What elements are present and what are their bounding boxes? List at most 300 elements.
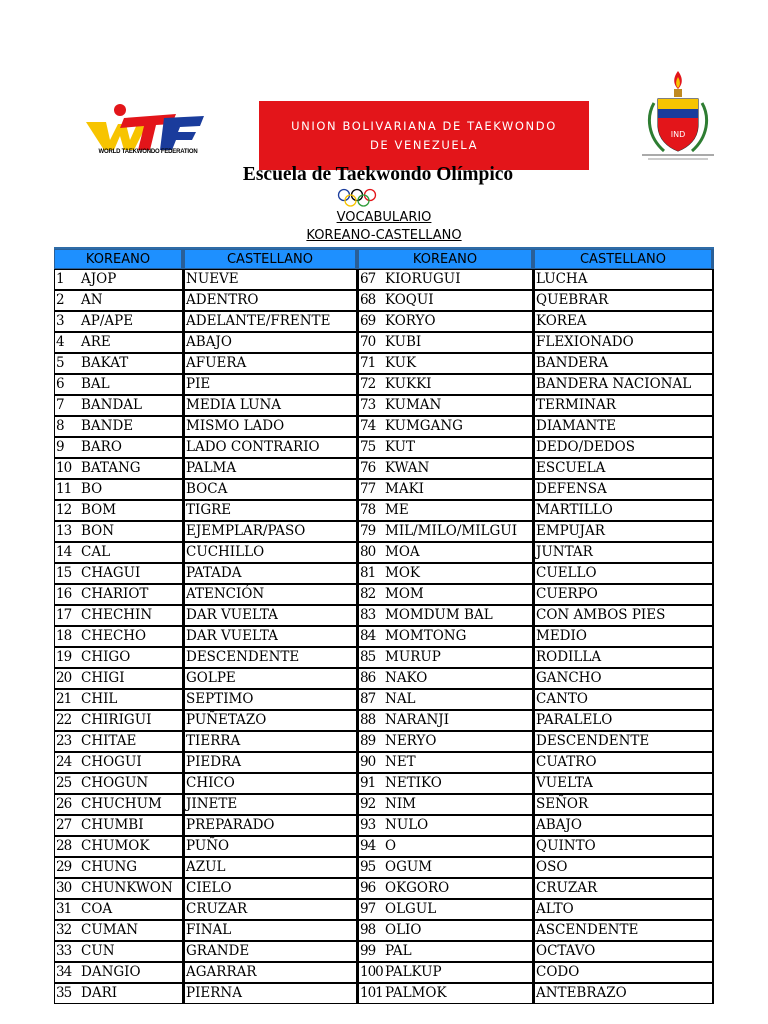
koreano-term: KUMAN <box>385 397 442 413</box>
castellano-cell <box>534 479 714 500</box>
table-row <box>54 773 714 794</box>
entry-number: 71 <box>360 355 376 371</box>
koreano-term: NAL <box>385 691 416 707</box>
castellano-term: PIE <box>186 376 211 392</box>
koreano-cell <box>54 962 184 983</box>
table-row <box>54 752 714 773</box>
castellano-cell <box>184 815 358 836</box>
header-castellano-1: CASTELLANO <box>184 249 358 269</box>
koreano-cell <box>358 668 534 689</box>
entry-number: 73 <box>360 397 376 413</box>
koreano-cell <box>358 815 534 836</box>
koreano-term: ARE <box>81 334 111 350</box>
entry-number: 83 <box>360 607 376 623</box>
castellano-cell <box>534 773 714 794</box>
koreano-term: MIL/MILO/MILGUI <box>385 523 518 539</box>
castellano-cell <box>184 920 358 941</box>
castellano-cell <box>184 794 358 815</box>
table-row <box>54 920 714 941</box>
castellano-term: ADENTRO <box>186 292 259 308</box>
castellano-cell <box>534 563 714 584</box>
entry-number: 29 <box>56 859 72 875</box>
table-row <box>54 836 714 857</box>
castellano-cell <box>184 962 358 983</box>
koreano-term: OGUM <box>385 859 433 875</box>
koreano-term: MOK <box>385 565 420 581</box>
castellano-cell <box>184 605 358 626</box>
castellano-cell <box>534 983 714 1004</box>
castellano-cell <box>184 689 358 710</box>
entry-number: 20 <box>56 670 72 686</box>
castellano-cell <box>184 479 358 500</box>
koreano-term: BATANG <box>81 460 141 476</box>
koreano-cell <box>358 857 534 878</box>
koreano-cell <box>358 773 534 794</box>
koreano-term: CUMAN <box>81 922 139 938</box>
koreano-cell <box>54 479 184 500</box>
castellano-cell <box>534 815 714 836</box>
castellano-cell <box>534 311 714 332</box>
koreano-cell <box>54 731 184 752</box>
table-row <box>54 605 714 626</box>
koreano-term: KUMGANG <box>385 418 463 434</box>
koreano-term: CHUMBI <box>81 817 144 833</box>
koreano-cell <box>54 794 184 815</box>
table-row <box>54 458 714 479</box>
koreano-cell <box>54 311 184 332</box>
koreano-cell <box>54 920 184 941</box>
castellano-cell <box>534 521 714 542</box>
castellano-cell <box>184 731 358 752</box>
castellano-term: CRUZAR <box>186 901 248 917</box>
castellano-term: DEFENSA <box>536 481 607 497</box>
koreano-term: NULO <box>385 817 429 833</box>
castellano-term: MISMO LADO <box>186 418 285 434</box>
castellano-term: CUATRO <box>536 754 597 770</box>
castellano-term: SEPTIMO <box>186 691 254 707</box>
koreano-cell <box>54 563 184 584</box>
castellano-cell <box>184 332 358 353</box>
koreano-cell <box>54 941 184 962</box>
koreano-term: MOMTONG <box>385 628 467 644</box>
koreano-cell <box>358 458 534 479</box>
castellano-term: ASCENDENTE <box>536 922 639 938</box>
table-row <box>54 668 714 689</box>
koreano-cell <box>358 626 534 647</box>
castellano-term: PIEDRA <box>186 754 242 770</box>
koreano-cell <box>358 563 534 584</box>
entry-number: 35 <box>56 985 72 1001</box>
castellano-cell <box>184 941 358 962</box>
entry-number: 77 <box>360 481 376 497</box>
entry-number: 78 <box>360 502 376 518</box>
table-row <box>54 941 714 962</box>
entry-number: 99 <box>360 943 376 959</box>
table-row <box>54 710 714 731</box>
koreano-term: CHIGI <box>81 670 125 686</box>
table-row <box>54 500 714 521</box>
castellano-term: CANTO <box>536 691 588 707</box>
entry-number: 34 <box>56 964 72 980</box>
table-row <box>54 689 714 710</box>
entry-number: 18 <box>56 628 72 644</box>
entry-number: 68 <box>360 292 376 308</box>
castellano-cell <box>534 458 714 479</box>
castellano-term: EJEMPLAR/PASO <box>186 523 306 539</box>
castellano-term: ALTO <box>536 901 574 917</box>
koreano-cell <box>358 794 534 815</box>
castellano-cell <box>184 500 358 521</box>
koreano-term: KUKKI <box>385 376 432 392</box>
entry-number: 2 <box>56 292 64 308</box>
castellano-term: ANTEBRAZO <box>536 985 627 1001</box>
koreano-term: BAL <box>81 376 110 392</box>
entry-number: 80 <box>360 544 376 560</box>
koreano-term: MOA <box>385 544 420 560</box>
castellano-cell <box>534 920 714 941</box>
castellano-term: PUÑO <box>186 838 230 854</box>
olympic-rings-icon <box>336 188 378 208</box>
entry-number: 91 <box>360 775 376 791</box>
table-row <box>54 983 714 1004</box>
koreano-term: CHIL <box>81 691 118 707</box>
koreano-cell <box>358 500 534 521</box>
table-row <box>54 794 714 815</box>
castellano-cell <box>534 647 714 668</box>
castellano-cell <box>534 794 714 815</box>
table-row <box>54 269 714 290</box>
koreano-cell <box>358 479 534 500</box>
koreano-term: NIM <box>385 796 416 812</box>
koreano-term: MOMDUM BAL <box>385 607 493 623</box>
castellano-cell <box>184 647 358 668</box>
castellano-cell <box>534 500 714 521</box>
koreano-cell <box>54 752 184 773</box>
castellano-term: GANCHO <box>536 670 602 686</box>
castellano-term: CUERPO <box>536 586 598 602</box>
koreano-cell <box>54 332 184 353</box>
entry-number: 10 <box>56 460 72 476</box>
castellano-term: FINAL <box>186 922 232 938</box>
koreano-cell <box>54 353 184 374</box>
castellano-term: AZUL <box>186 859 226 875</box>
castellano-cell <box>184 710 358 731</box>
entry-number: 97 <box>360 901 376 917</box>
koreano-term: CUN <box>81 943 115 959</box>
castellano-term: BANDERA <box>536 355 609 371</box>
koreano-term: CHECHO <box>81 628 147 644</box>
entry-number: 19 <box>56 649 72 665</box>
entry-number: 86 <box>360 670 376 686</box>
koreano-cell <box>358 731 534 752</box>
entry-number: 12 <box>56 502 72 518</box>
koreano-term: BANDAL <box>81 397 143 413</box>
wtf-caption: WORLD TAEKWONDO FEDERATION <box>98 149 198 155</box>
koreano-term: KIORUGUI <box>385 271 461 287</box>
koreano-term: CHUMOK <box>81 838 150 854</box>
entry-number: 24 <box>56 754 72 770</box>
table-row <box>54 857 714 878</box>
koreano-cell <box>358 584 534 605</box>
entry-number: 16 <box>56 586 72 602</box>
entry-number: 25 <box>56 775 72 791</box>
koreano-term: BANDE <box>81 418 134 434</box>
header-koreano-2: KOREANO <box>358 249 534 269</box>
castellano-cell <box>534 290 714 311</box>
castellano-term: MEDIO <box>536 628 587 644</box>
koreano-term: DANGIO <box>81 964 141 980</box>
koreano-term: PAL <box>385 943 412 959</box>
entry-number: 1 <box>56 271 64 287</box>
castellano-cell <box>534 374 714 395</box>
svg-text:IND: IND <box>670 130 686 139</box>
vocab-subtitle: KOREANO-CASTELLANO <box>306 228 462 243</box>
entry-number: 31 <box>56 901 72 917</box>
koreano-cell <box>54 983 184 1004</box>
koreano-term: BON <box>81 523 115 539</box>
koreano-term: O <box>385 838 397 854</box>
castellano-term: AGARRAR <box>186 964 257 980</box>
koreano-cell <box>358 437 534 458</box>
entry-number: 3 <box>56 313 64 329</box>
koreano-term: KUT <box>385 439 415 455</box>
table-row <box>54 353 714 374</box>
koreano-cell <box>54 857 184 878</box>
koreano-term: AJOP <box>81 271 117 287</box>
koreano-cell <box>358 920 534 941</box>
koreano-cell <box>358 647 534 668</box>
castellano-term: NUEVE <box>186 271 239 287</box>
castellano-cell <box>534 878 714 899</box>
entry-number: 94 <box>360 838 376 854</box>
entry-number: 4 <box>56 334 64 350</box>
castellano-term: GRANDE <box>186 943 250 959</box>
castellano-cell <box>184 542 358 563</box>
koreano-cell <box>54 836 184 857</box>
table-row <box>54 878 714 899</box>
koreano-cell <box>358 416 534 437</box>
castellano-cell <box>184 458 358 479</box>
castellano-cell <box>184 584 358 605</box>
castellano-cell <box>534 899 714 920</box>
koreano-cell <box>358 983 534 1004</box>
koreano-cell <box>54 605 184 626</box>
entry-number: 87 <box>360 691 376 707</box>
castellano-cell <box>184 899 358 920</box>
castellano-term: JUNTAR <box>536 544 593 560</box>
entry-number: 92 <box>360 796 376 812</box>
koreano-term: DARI <box>81 985 118 1001</box>
koreano-cell <box>54 815 184 836</box>
castellano-term: PREPARADO <box>186 817 275 833</box>
castellano-term: OCTAVO <box>536 943 596 959</box>
castellano-term: CHICO <box>186 775 235 791</box>
entry-number: 70 <box>360 334 376 350</box>
koreano-cell <box>54 668 184 689</box>
castellano-cell <box>184 983 358 1004</box>
entry-number: 6 <box>56 376 64 392</box>
koreano-cell <box>358 395 534 416</box>
castellano-term: BOCA <box>186 481 228 497</box>
castellano-cell <box>534 332 714 353</box>
koreano-term: BOM <box>81 502 117 518</box>
table-header-row <box>54 249 714 269</box>
table-row <box>54 521 714 542</box>
castellano-term: DESCENDENTE <box>186 649 300 665</box>
entry-number: 67 <box>360 271 376 287</box>
castellano-cell <box>534 941 714 962</box>
koreano-cell <box>358 899 534 920</box>
castellano-term: JINETE <box>186 796 238 812</box>
entry-number: 85 <box>360 649 376 665</box>
entry-number: 90 <box>360 754 376 770</box>
koreano-term: OLGUL <box>385 901 437 917</box>
castellano-term: GOLPE <box>186 670 236 686</box>
koreano-term: COA <box>81 901 113 917</box>
koreano-term: MURUP <box>385 649 441 665</box>
header-koreano-1: KOREANO <box>54 249 184 269</box>
koreano-term: OLIO <box>385 922 422 938</box>
castellano-term: PUÑETAZO <box>186 712 267 728</box>
federation-banner <box>259 101 589 170</box>
castellano-term: ADELANTE/FRENTE <box>186 313 331 329</box>
koreano-term: ME <box>385 502 409 518</box>
castellano-cell <box>534 857 714 878</box>
table-row <box>54 626 714 647</box>
entry-number: 93 <box>360 817 376 833</box>
entry-number: 98 <box>360 922 376 938</box>
koreano-term: KUBI <box>385 334 422 350</box>
castellano-term: PATADA <box>186 565 242 581</box>
koreano-term: NET <box>385 754 416 770</box>
entry-number: 75 <box>360 439 376 455</box>
entry-number: 100 <box>360 964 383 980</box>
table-row <box>54 395 714 416</box>
table-row <box>54 416 714 437</box>
castellano-cell <box>184 773 358 794</box>
table-row <box>54 479 714 500</box>
table-row <box>54 290 714 311</box>
castellano-term: AFUERA <box>186 355 247 371</box>
castellano-cell <box>184 857 358 878</box>
castellano-term: PALMA <box>186 460 237 476</box>
koreano-term: MOM <box>385 586 424 602</box>
koreano-cell <box>358 941 534 962</box>
castellano-cell <box>534 836 714 857</box>
koreano-term: AN <box>81 292 103 308</box>
castellano-term: CRUZAR <box>536 880 598 896</box>
castellano-cell <box>184 563 358 584</box>
entry-number: 101 <box>360 985 383 1001</box>
koreano-cell <box>54 584 184 605</box>
entry-number: 21 <box>56 691 72 707</box>
castellano-term: OSO <box>536 859 568 875</box>
koreano-cell <box>54 437 184 458</box>
castellano-term: ABAJO <box>536 817 582 833</box>
koreano-term: CHITAE <box>81 733 137 749</box>
castellano-cell <box>534 962 714 983</box>
castellano-cell <box>184 290 358 311</box>
castellano-cell <box>184 521 358 542</box>
castellano-term: CODO <box>536 964 580 980</box>
banner-line-1: UNION BOLIVARIANA DE TAEKWONDO <box>291 118 557 133</box>
koreano-cell <box>54 710 184 731</box>
entry-number: 81 <box>360 565 376 581</box>
koreano-term: NETIKO <box>385 775 442 791</box>
castellano-term: QUEBRAR <box>536 292 609 308</box>
koreano-term: OKGORO <box>385 880 450 896</box>
koreano-cell <box>54 647 184 668</box>
table-row <box>54 815 714 836</box>
castellano-term: EMPUJAR <box>536 523 605 539</box>
koreano-cell <box>54 521 184 542</box>
vocabulary-table <box>54 247 714 1004</box>
castellano-term: TIERRA <box>186 733 241 749</box>
koreano-cell <box>54 689 184 710</box>
castellano-term: TIGRE <box>186 502 232 518</box>
castellano-term: CON AMBOS PIES <box>536 607 666 623</box>
entry-number: 74 <box>360 418 376 434</box>
table-row <box>54 563 714 584</box>
entry-number: 11 <box>56 481 72 497</box>
koreano-term: NAKO <box>385 670 428 686</box>
koreano-cell <box>54 458 184 479</box>
koreano-term: KORYO <box>385 313 436 329</box>
castellano-term: ESCUELA <box>536 460 606 476</box>
koreano-cell <box>54 542 184 563</box>
koreano-cell <box>358 689 534 710</box>
koreano-term: KOQUI <box>385 292 434 308</box>
table-body <box>54 269 714 1004</box>
koreano-term: KUK <box>385 355 417 371</box>
castellano-cell <box>534 584 714 605</box>
koreano-term: CHIGO <box>81 649 131 665</box>
castellano-term: RODILLA <box>536 649 602 665</box>
entry-number: 69 <box>360 313 376 329</box>
koreano-term: KWAN <box>385 460 430 476</box>
entry-number: 15 <box>56 565 72 581</box>
entry-number: 22 <box>56 712 72 728</box>
koreano-term: CHOGUI <box>81 754 142 770</box>
castellano-term: PIERNA <box>186 985 242 1001</box>
koreano-term: BAKAT <box>81 355 129 371</box>
koreano-cell <box>358 710 534 731</box>
castellano-term: TERMINAR <box>536 397 616 413</box>
entry-number: 82 <box>360 586 376 602</box>
entry-number: 95 <box>360 859 376 875</box>
table-row <box>54 374 714 395</box>
entry-number: 88 <box>360 712 376 728</box>
entry-number: 76 <box>360 460 376 476</box>
entry-number: 33 <box>56 943 72 959</box>
castellano-term: CUCHILLO <box>186 544 265 560</box>
koreano-cell <box>358 836 534 857</box>
castellano-cell <box>534 752 714 773</box>
koreano-term: CHARIOT <box>81 586 149 602</box>
koreano-cell <box>358 605 534 626</box>
castellano-term: KOREA <box>536 313 587 329</box>
castellano-term: DIAMANTE <box>536 418 617 434</box>
castellano-term: LUCHA <box>536 271 588 287</box>
castellano-cell <box>184 269 358 290</box>
castellano-term: ATENCIÓN <box>186 586 265 602</box>
castellano-cell <box>184 878 358 899</box>
entry-number: 14 <box>56 544 72 560</box>
castellano-term: LADO CONTRARIO <box>186 439 320 455</box>
castellano-term: FLEXIONADO <box>536 334 634 350</box>
koreano-term: PALMOK <box>385 985 447 1001</box>
castellano-term: CIELO <box>186 880 232 896</box>
